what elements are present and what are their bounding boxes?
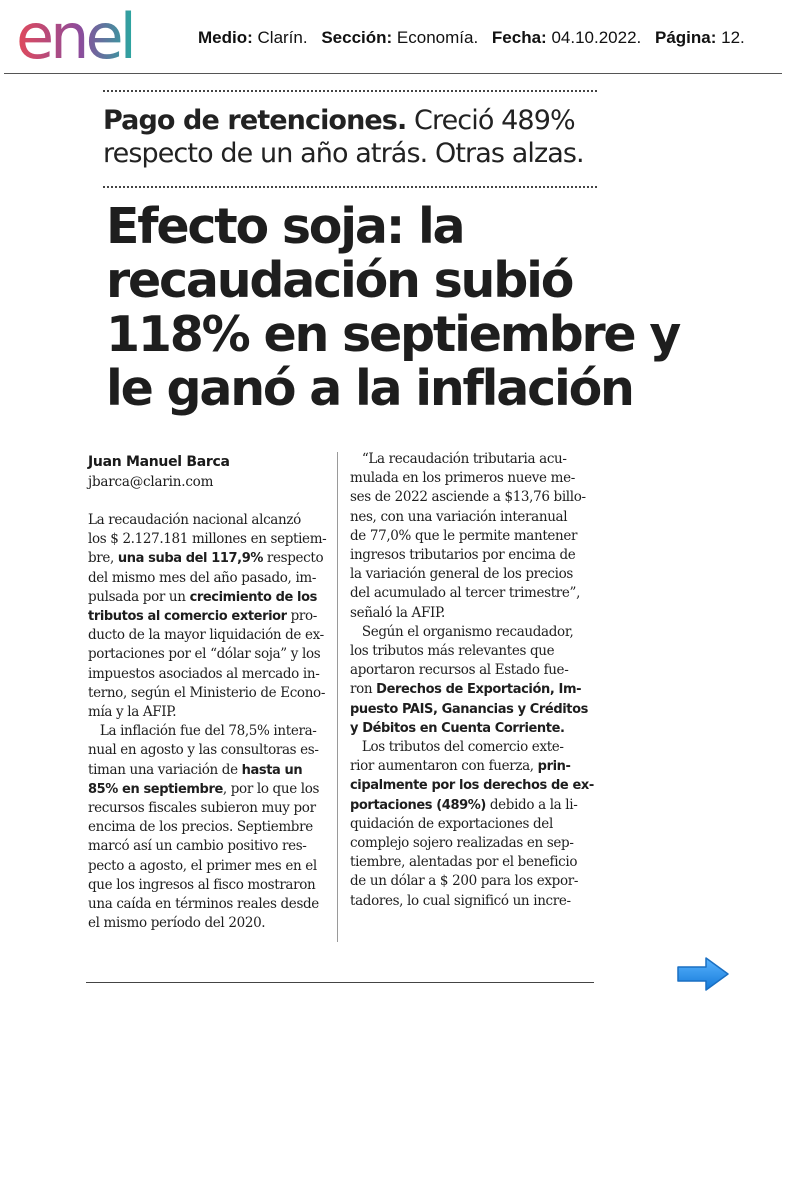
- kicker: [103, 104, 603, 170]
- enel-logo: [14, 6, 174, 68]
- text-line: tributos al comercio exterior pro-: [88, 608, 318, 625]
- pagina-label: Página:: [655, 28, 717, 47]
- text-line: mía y la AFIP.: [88, 704, 177, 721]
- text-line: el mismo período del 2020.: [88, 915, 266, 932]
- text-line: los tributos más relevantes que: [350, 643, 555, 660]
- text-line: terno, según el Ministerio de Econo-: [88, 684, 326, 701]
- arrow-right-icon[interactable]: [676, 956, 730, 992]
- text-line: pecto a agosto, el primer mes en el: [88, 857, 317, 874]
- headline-line: recaudación subió: [106, 252, 573, 309]
- text-line: una caída en términos reales desde: [88, 896, 319, 913]
- text-line: “La recaudación tributaria acu-: [350, 451, 567, 467]
- author-name: Juan Manuel Barca: [88, 454, 230, 470]
- text-line: del acumulado al tercer trimestre”,: [350, 585, 581, 602]
- seccion-label: Sección:: [321, 28, 393, 47]
- text-line: de un dólar a $ 200 para los expor-: [350, 873, 579, 890]
- text-line: los $ 2.127.181 millones en septiem-: [88, 531, 327, 548]
- kicker-bold: Pago de retenciones.: [103, 105, 407, 136]
- article-bottom-rule: [86, 982, 594, 983]
- text-line: Según el organismo recaudador,: [350, 623, 574, 640]
- text-line: La inflación fue del 78,5% intera-: [88, 723, 317, 740]
- kicker-top-dotted-rule: [103, 90, 597, 92]
- text-line: señaló la AFIP.: [350, 604, 445, 621]
- seccion-value: Economía.: [396, 28, 479, 47]
- medio-value: Clarín.: [257, 28, 308, 47]
- text-line: ducto de la mayor liquidación de ex-: [88, 627, 324, 644]
- text-line: del mismo mes del año pasado, im-: [88, 569, 317, 586]
- text-line: quidación de exportaciones del: [350, 815, 553, 832]
- kicker-rest: Creció 489%: [406, 105, 575, 136]
- text-line: aportaron recursos al Estado fue-: [350, 662, 569, 679]
- headline-line: 118% en septiembre y: [106, 306, 680, 363]
- text-line: encima de los precios. Septiembre: [88, 819, 313, 836]
- clipping-metadata: [198, 28, 745, 48]
- kicker-bottom-dotted-rule: [103, 186, 597, 188]
- text-line: mulada en los primeros nueve me-: [350, 470, 575, 487]
- headline-line: Efecto soja: la: [106, 198, 464, 255]
- text-line: marcó así un cambio positivo res-: [88, 838, 307, 855]
- author-email: jbarca@clarin.com: [88, 474, 214, 490]
- text-line: ingresos tributarios por encima de: [350, 547, 576, 564]
- article-column-right: [350, 450, 592, 911]
- text-line: tadores, lo cual significó un incre-: [350, 892, 571, 909]
- text-line: ses de 2022 asciende a $13,76 billo-: [350, 489, 586, 506]
- text-line: impuestos asociados al mercado in-: [88, 665, 320, 682]
- header-divider: [4, 73, 782, 74]
- text-line: 85% en septiembre, por lo que los: [88, 780, 320, 797]
- text-line: pulsada por un crecimiento de los: [88, 588, 317, 605]
- medio-label: Medio:: [198, 28, 253, 47]
- text-line: complejo sojero realizadas en sep-: [350, 835, 574, 852]
- text-line: cipalmente por los derechos de ex-: [350, 778, 594, 794]
- text-line: portaciones (489%) debido a la li-: [350, 796, 578, 813]
- text-line: La recaudación nacional alcanzó: [88, 512, 301, 528]
- text-line: nual en agosto y las consultoras es-: [88, 742, 319, 759]
- text-line: que los ingresos al fisco mostraron: [88, 876, 316, 893]
- pagina-value: 12.: [721, 28, 745, 47]
- headline-line: le ganó a la inflación: [106, 360, 633, 417]
- text-line: nes, con una variación interanual: [350, 508, 568, 525]
- text-line: portaciones por el “dólar soja” y los: [88, 646, 321, 663]
- text-line: de 77,0% que le permite mantener: [350, 527, 578, 544]
- kicker-line-2: respecto de un año atrás. Otras alzas.: [103, 138, 584, 169]
- text-line: rior aumentaron con fuerza, prin-: [350, 758, 571, 775]
- svg-text:enel: enel: [16, 6, 133, 68]
- text-line: la variación general de los precios: [350, 566, 573, 583]
- fecha-label: Fecha:: [491, 28, 547, 47]
- article-column-left: [88, 511, 330, 933]
- column-divider: [337, 452, 338, 942]
- text-line: bre, una suba del 117,9% respecto: [88, 550, 324, 567]
- headline: [106, 198, 680, 417]
- text-line: puesto PAIS, Ganancias y Créditos: [350, 701, 588, 717]
- text-line: tiembre, alentadas por el beneficio: [350, 854, 578, 871]
- text-line: ron Derechos de Exportación, Im-: [350, 681, 582, 698]
- fecha-value: 04.10.2022.: [551, 28, 642, 47]
- text-line: timan una variación de hasta un: [88, 761, 303, 778]
- text-line: y Débitos en Cuenta Corriente.: [350, 720, 565, 736]
- text-line: Los tributos del comercio exte-: [350, 739, 564, 756]
- text-line: recursos fiscales subieron muy por: [88, 800, 316, 817]
